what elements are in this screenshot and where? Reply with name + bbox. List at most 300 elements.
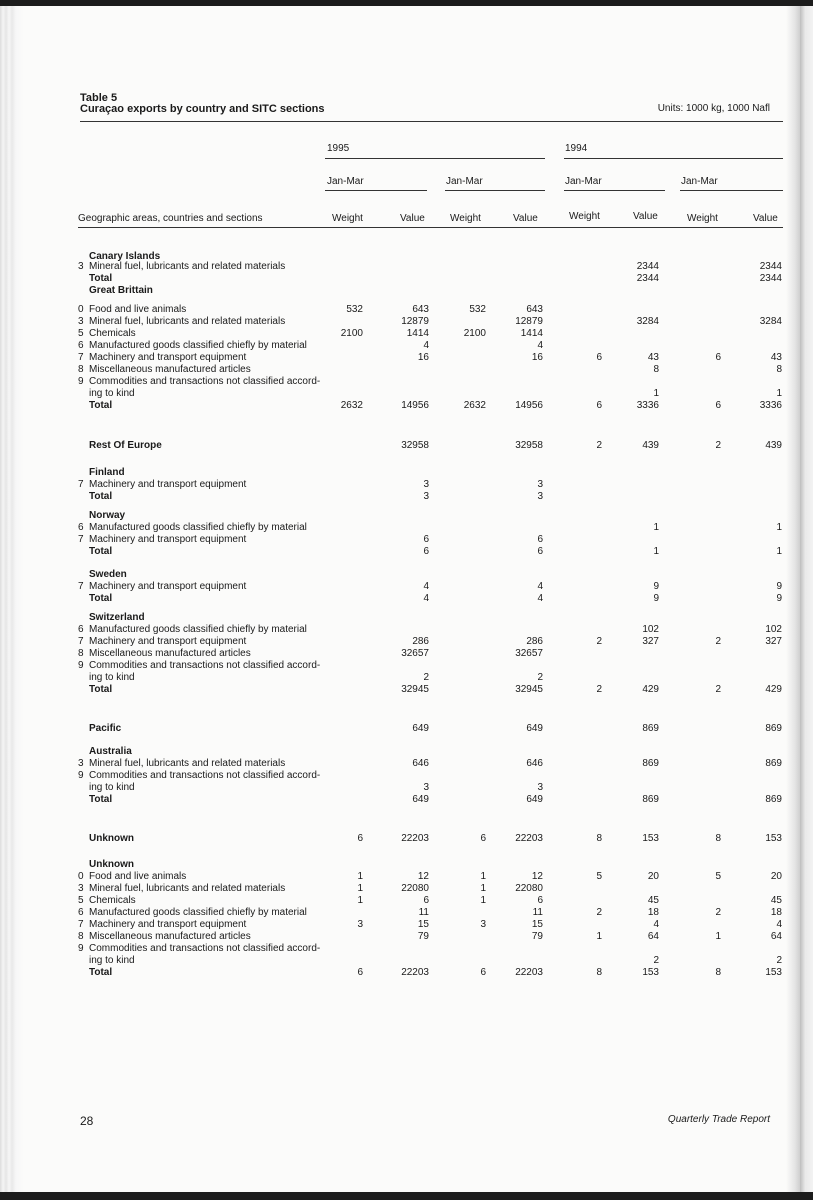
document-page xyxy=(0,6,800,1192)
table-row xyxy=(78,534,783,546)
year-header-1995: 1995 xyxy=(327,143,350,154)
cell-value: 18 xyxy=(647,907,659,918)
sitc-code: 0 xyxy=(78,871,84,882)
cell-value: 64 xyxy=(770,931,782,942)
cell-value: 3284 xyxy=(759,316,782,327)
cell-weight: 1 xyxy=(357,871,363,882)
cell-weight: 2632 xyxy=(463,400,486,411)
cell-value: 1 xyxy=(653,388,659,399)
facing-page-edge xyxy=(800,6,813,1192)
table-row xyxy=(78,522,783,534)
row-label: Miscellaneous manufactured articles xyxy=(89,364,251,375)
year-rule-1994 xyxy=(564,158,783,159)
row-label: ing to kind xyxy=(89,782,135,793)
cell-value: 1 xyxy=(776,522,782,533)
cell-weight: 6 xyxy=(596,400,602,411)
sitc-code: 7 xyxy=(78,534,84,545)
row-label: Chemicals xyxy=(89,895,136,906)
cell-weight: 6 xyxy=(715,400,721,411)
cell-value: 869 xyxy=(642,794,659,805)
cell-weight: 2 xyxy=(596,684,602,695)
cell-weight: 8 xyxy=(596,833,602,844)
row-label: Miscellaneous manufactured articles xyxy=(89,931,251,942)
sitc-code: 9 xyxy=(78,770,84,781)
row-label: Commodities and transactions not classified accord- xyxy=(89,770,321,781)
sitc-code: 7 xyxy=(78,479,84,490)
cell-value: 286 xyxy=(412,636,429,647)
sitc-code: 7 xyxy=(78,352,84,363)
cell-value: 32657 xyxy=(515,648,543,659)
cell-value: 32657 xyxy=(401,648,429,659)
cell-value: 11 xyxy=(418,907,429,918)
table-row xyxy=(78,636,783,648)
row-label: Rest Of Europe xyxy=(89,440,162,451)
cell-value: 22080 xyxy=(515,883,543,894)
table-row xyxy=(78,624,783,636)
cell-weight: 2 xyxy=(715,684,721,695)
sitc-code: 5 xyxy=(78,328,84,339)
table-group-row xyxy=(78,467,783,479)
table-group-row xyxy=(78,612,783,624)
row-label: Machinery and transport equipment xyxy=(89,534,247,545)
cell-value: 4 xyxy=(423,581,429,592)
cell-weight: 1 xyxy=(596,931,602,942)
sitc-code: 6 xyxy=(78,522,84,533)
table-group-row xyxy=(78,859,783,871)
page-number: 28 xyxy=(80,1114,94,1128)
publication-title: Quarterly Trade Report xyxy=(667,1114,770,1125)
sitc-code: 9 xyxy=(78,376,84,387)
cell-value: 1 xyxy=(653,522,659,533)
table-group-row xyxy=(78,510,783,522)
row-label: Mineral fuel, lubricants and related materials xyxy=(89,883,286,894)
cell-value: 32945 xyxy=(401,684,429,695)
row-label: Commodities and transactions not classified accord- xyxy=(89,660,321,671)
table-row xyxy=(78,388,783,400)
table-group-row xyxy=(78,746,783,758)
cell-weight: 5 xyxy=(715,871,721,882)
cell-weight: 1 xyxy=(357,895,363,906)
cell-value: 64 xyxy=(647,931,659,942)
sitc-code: 6 xyxy=(78,624,84,635)
measure-header-2: Value xyxy=(400,213,425,224)
row-label: Food and live animals xyxy=(89,304,187,315)
cell-value: 11 xyxy=(532,907,543,918)
table-row xyxy=(78,943,783,955)
cell-value: 32958 xyxy=(401,440,429,451)
cell-value: 286 xyxy=(526,636,543,647)
cell-value: 1414 xyxy=(520,328,543,339)
cell-weight: 2 xyxy=(596,636,602,647)
table-group-row xyxy=(78,273,783,285)
table-row xyxy=(78,352,783,364)
table-row xyxy=(78,261,783,273)
measure-header-7: Weight xyxy=(687,213,718,224)
cell-value: 15 xyxy=(531,919,543,930)
cell-value: 2 xyxy=(653,955,659,966)
cell-value: 12879 xyxy=(515,316,543,327)
row-label: Total xyxy=(89,400,113,411)
table-row xyxy=(78,895,783,907)
table-row xyxy=(78,672,783,684)
table-group-row xyxy=(78,440,783,452)
sitc-code: 6 xyxy=(78,907,84,918)
cell-value: 649 xyxy=(412,723,429,734)
cell-value: 2 xyxy=(537,672,543,683)
cell-value: 4 xyxy=(653,919,659,930)
table-group-row xyxy=(78,794,783,806)
sitc-code: 7 xyxy=(78,581,84,592)
cell-weight: 2632 xyxy=(340,400,363,411)
cell-value: 15 xyxy=(417,919,429,930)
cell-value: 8 xyxy=(776,364,782,375)
cell-weight: 2 xyxy=(596,907,602,918)
table-row xyxy=(78,919,783,931)
cell-value: 20 xyxy=(647,871,659,882)
cell-weight: 2 xyxy=(715,636,721,647)
table-group-row xyxy=(78,833,783,845)
cell-value: 22203 xyxy=(401,967,429,978)
sitc-code: 6 xyxy=(78,340,84,351)
table-row xyxy=(78,328,783,340)
cell-value: 20 xyxy=(770,871,782,882)
measure-header-3: Weight xyxy=(450,213,481,224)
row-label-header: Geographic areas, countries and sections xyxy=(78,213,263,224)
table-row xyxy=(78,660,783,672)
sitc-code: 8 xyxy=(78,931,84,942)
cell-weight: 3 xyxy=(357,919,363,930)
cell-weight: 1 xyxy=(480,883,486,894)
year-header-1994: 1994 xyxy=(565,143,588,154)
cell-value: 2344 xyxy=(636,273,659,284)
cell-weight: 5 xyxy=(596,871,602,882)
cell-weight: 6 xyxy=(596,352,602,363)
row-label: Total xyxy=(89,794,113,805)
table-number: Table 5 xyxy=(80,92,118,104)
cell-value: 439 xyxy=(765,440,782,451)
cell-value: 153 xyxy=(642,833,659,844)
cell-value: 1 xyxy=(776,388,782,399)
cell-value: 3 xyxy=(423,479,429,490)
cell-value: 14956 xyxy=(401,400,429,411)
cell-value: 4 xyxy=(537,593,543,604)
cell-value: 14956 xyxy=(515,400,543,411)
row-label: Finland xyxy=(89,467,125,478)
row-label: Machinery and transport equipment xyxy=(89,479,247,490)
page-stack-edges xyxy=(0,6,24,1192)
cell-weight: 8 xyxy=(715,833,721,844)
row-label: Machinery and transport equipment xyxy=(89,352,247,363)
row-label: Total xyxy=(89,546,113,557)
sitc-code: 3 xyxy=(78,883,84,894)
cell-value: 3 xyxy=(537,491,543,502)
row-label: Great Brittain xyxy=(89,285,153,296)
cell-value: 12879 xyxy=(401,316,429,327)
cell-value: 6 xyxy=(423,534,429,545)
cell-value: 9 xyxy=(653,593,659,604)
table-group-row xyxy=(78,593,783,605)
cell-value: 649 xyxy=(526,723,543,734)
cell-weight: 2 xyxy=(715,440,721,451)
cell-value: 869 xyxy=(765,723,782,734)
cell-value: 16 xyxy=(417,352,429,363)
cell-value: 6 xyxy=(537,895,543,906)
cell-value: 4 xyxy=(776,919,782,930)
row-label: Total xyxy=(89,491,113,502)
cell-weight: 6 xyxy=(357,833,363,844)
cell-value: 6 xyxy=(537,546,543,557)
cell-value: 2 xyxy=(423,672,429,683)
table-row xyxy=(78,304,783,316)
cell-weight: 1 xyxy=(357,883,363,894)
cell-value: 22203 xyxy=(401,833,429,844)
cell-value: 6 xyxy=(423,895,429,906)
row-label: Unknown xyxy=(89,859,134,870)
cell-value: 4 xyxy=(423,340,429,351)
row-label: Commodities and transactions not classified accord- xyxy=(89,943,321,954)
row-label: ing to kind xyxy=(89,388,135,399)
cell-value: 45 xyxy=(770,895,782,906)
cell-value: 3 xyxy=(537,479,543,490)
cell-value: 12 xyxy=(417,871,429,882)
sitc-code: 3 xyxy=(78,316,84,327)
year-rule-1995 xyxy=(325,158,545,159)
table-row xyxy=(78,364,783,376)
cell-weight: 532 xyxy=(346,304,363,315)
measure-header-8: Value xyxy=(753,213,778,224)
period-header-4: Jan-Mar xyxy=(681,176,718,187)
table-row xyxy=(78,581,783,593)
cell-value: 869 xyxy=(642,758,659,769)
cell-weight: 2 xyxy=(596,440,602,451)
row-label: Canary Islands xyxy=(89,251,161,262)
row-label: Switzerland xyxy=(89,612,145,623)
cell-weight: 6 xyxy=(480,833,486,844)
period-rule-2 xyxy=(445,190,545,191)
period-rule-1 xyxy=(325,190,427,191)
cell-value: 32945 xyxy=(515,684,543,695)
cell-weight: 6 xyxy=(715,352,721,363)
cell-value: 869 xyxy=(765,794,782,805)
measure-header-6: Value xyxy=(633,211,658,222)
cell-weight: 8 xyxy=(715,967,721,978)
sitc-code: 7 xyxy=(78,636,84,647)
cell-value: 79 xyxy=(417,931,429,942)
table-group-row xyxy=(78,723,783,735)
row-label: Total xyxy=(89,273,113,284)
sitc-code: 5 xyxy=(78,895,84,906)
cell-value: 22203 xyxy=(515,967,543,978)
measure-header-1: Weight xyxy=(332,213,363,224)
row-label: Mineral fuel, lubricants and related materials xyxy=(89,261,286,272)
sitc-code: 3 xyxy=(78,758,84,769)
table-group-row xyxy=(78,967,783,979)
table-row xyxy=(78,907,783,919)
table-group-row xyxy=(78,285,783,297)
cell-weight: 1 xyxy=(480,871,486,882)
cell-weight: 8 xyxy=(596,967,602,978)
row-label: ing to kind xyxy=(89,672,135,683)
row-label: Machinery and transport equipment xyxy=(89,919,247,930)
header-bottom-rule xyxy=(78,227,783,228)
table-row xyxy=(78,376,783,388)
cell-value: 102 xyxy=(765,624,782,635)
row-label: Machinery and transport equipment xyxy=(89,636,247,647)
table-row xyxy=(78,871,783,883)
sitc-code: 3 xyxy=(78,261,84,272)
period-rule-4 xyxy=(680,190,783,191)
row-label: Manufactured goods classified chiefly by material xyxy=(89,624,307,635)
cell-value: 22080 xyxy=(401,883,429,894)
cell-value: 153 xyxy=(642,967,659,978)
table-group-row xyxy=(78,400,783,412)
row-label: Mineral fuel, lubricants and related materials xyxy=(89,758,286,769)
cell-value: 3284 xyxy=(636,316,659,327)
cell-value: 646 xyxy=(526,758,543,769)
cell-value: 869 xyxy=(642,723,659,734)
cell-value: 429 xyxy=(642,684,659,695)
book-gutter-shadow xyxy=(786,6,800,1192)
row-label: Norway xyxy=(89,510,126,521)
cell-value: 9 xyxy=(776,593,782,604)
cell-value: 649 xyxy=(526,794,543,805)
cell-value: 649 xyxy=(412,794,429,805)
row-label: Chemicals xyxy=(89,328,136,339)
cell-value: 6 xyxy=(423,546,429,557)
cell-weight: 6 xyxy=(357,967,363,978)
cell-value: 2344 xyxy=(759,261,782,272)
row-label: Machinery and transport equipment xyxy=(89,581,247,592)
sitc-code: 8 xyxy=(78,364,84,375)
cell-value: 2344 xyxy=(759,273,782,284)
table-row xyxy=(78,782,783,794)
cell-value: 4 xyxy=(423,593,429,604)
row-label: Total xyxy=(89,967,113,978)
measure-header-4: Value xyxy=(513,213,538,224)
cell-value: 327 xyxy=(765,636,782,647)
cell-value: 16 xyxy=(531,352,543,363)
cell-value: 646 xyxy=(412,758,429,769)
cell-value: 153 xyxy=(765,967,782,978)
row-label: Miscellaneous manufactured articles xyxy=(89,648,251,659)
cell-weight: 1 xyxy=(715,931,721,942)
cell-value: 3336 xyxy=(636,400,659,411)
row-label: ing to kind xyxy=(89,955,135,966)
cell-value: 4 xyxy=(537,581,543,592)
table-row xyxy=(78,479,783,491)
table-row xyxy=(78,758,783,770)
row-label: Manufactured goods classified chiefly by material xyxy=(89,907,307,918)
cell-value: 327 xyxy=(642,636,659,647)
cell-value: 18 xyxy=(770,907,782,918)
cell-value: 45 xyxy=(647,895,659,906)
measure-header-5: Weight xyxy=(569,211,600,222)
row-label: Pacific xyxy=(89,723,122,734)
cell-value: 22203 xyxy=(515,833,543,844)
row-label: Total xyxy=(89,593,113,604)
cell-value: 643 xyxy=(412,304,429,315)
cell-value: 869 xyxy=(765,758,782,769)
sitc-code: 9 xyxy=(78,660,84,671)
table-row xyxy=(78,316,783,328)
row-label: Australia xyxy=(89,746,132,757)
cell-weight: 2100 xyxy=(340,328,363,339)
cell-value: 3 xyxy=(423,782,429,793)
cell-value: 1 xyxy=(653,546,659,557)
row-label: Sweden xyxy=(89,569,127,580)
cell-weight: 532 xyxy=(469,304,486,315)
sitc-code: 7 xyxy=(78,919,84,930)
cell-value: 8 xyxy=(653,364,659,375)
cell-value: 2344 xyxy=(636,261,659,272)
cell-value: 2 xyxy=(776,955,782,966)
period-rule-3 xyxy=(564,190,665,191)
table-group-row xyxy=(78,684,783,696)
cell-weight: 6 xyxy=(480,967,486,978)
table-row xyxy=(78,770,783,782)
cell-weight: 2100 xyxy=(463,328,486,339)
table-row xyxy=(78,931,783,943)
table-units: Units: 1000 kg, 1000 Nafl xyxy=(657,103,770,114)
row-label: Mineral fuel, lubricants and related materials xyxy=(89,316,286,327)
period-header-2: Jan-Mar xyxy=(446,176,483,187)
table-row xyxy=(78,648,783,660)
table-group-row xyxy=(78,491,783,503)
cell-value: 9 xyxy=(776,581,782,592)
period-header-1: Jan-Mar xyxy=(327,176,364,187)
cell-value: 3336 xyxy=(759,400,782,411)
cell-weight: 3 xyxy=(480,919,486,930)
sitc-code: 8 xyxy=(78,648,84,659)
cell-value: 429 xyxy=(765,684,782,695)
cell-value: 6 xyxy=(537,534,543,545)
cell-value: 102 xyxy=(642,624,659,635)
cell-value: 3 xyxy=(537,782,543,793)
cell-value: 9 xyxy=(653,581,659,592)
cell-weight: 2 xyxy=(715,907,721,918)
row-label: Commodities and transactions not classified accord- xyxy=(89,376,321,387)
sitc-code: 9 xyxy=(78,943,84,954)
cell-value: 32958 xyxy=(515,440,543,451)
title-rule xyxy=(80,121,783,122)
row-label: Unknown xyxy=(89,833,134,844)
cell-value: 43 xyxy=(647,352,659,363)
period-header-3: Jan-Mar xyxy=(565,176,602,187)
row-label: Total xyxy=(89,684,113,695)
table-group-row xyxy=(78,546,783,558)
cell-value: 43 xyxy=(770,352,782,363)
cell-value: 12 xyxy=(531,871,543,882)
cell-value: 79 xyxy=(531,931,543,942)
cell-value: 4 xyxy=(537,340,543,351)
cell-weight: 1 xyxy=(480,895,486,906)
cell-value: 643 xyxy=(526,304,543,315)
row-label: Food and live animals xyxy=(89,871,187,882)
cell-value: 3 xyxy=(423,491,429,502)
sitc-code: 0 xyxy=(78,304,84,315)
table-title: Curaçao exports by country and SITC sections xyxy=(80,103,325,115)
table-row xyxy=(78,883,783,895)
cell-value: 439 xyxy=(642,440,659,451)
table-row xyxy=(78,340,783,352)
cell-value: 1414 xyxy=(406,328,429,339)
table-group-row xyxy=(78,569,783,581)
table-row xyxy=(78,955,783,967)
row-label: Manufactured goods classified chiefly by material xyxy=(89,340,307,351)
row-label: Manufactured goods classified chiefly by material xyxy=(89,522,307,533)
cell-value: 1 xyxy=(776,546,782,557)
cell-value: 153 xyxy=(765,833,782,844)
